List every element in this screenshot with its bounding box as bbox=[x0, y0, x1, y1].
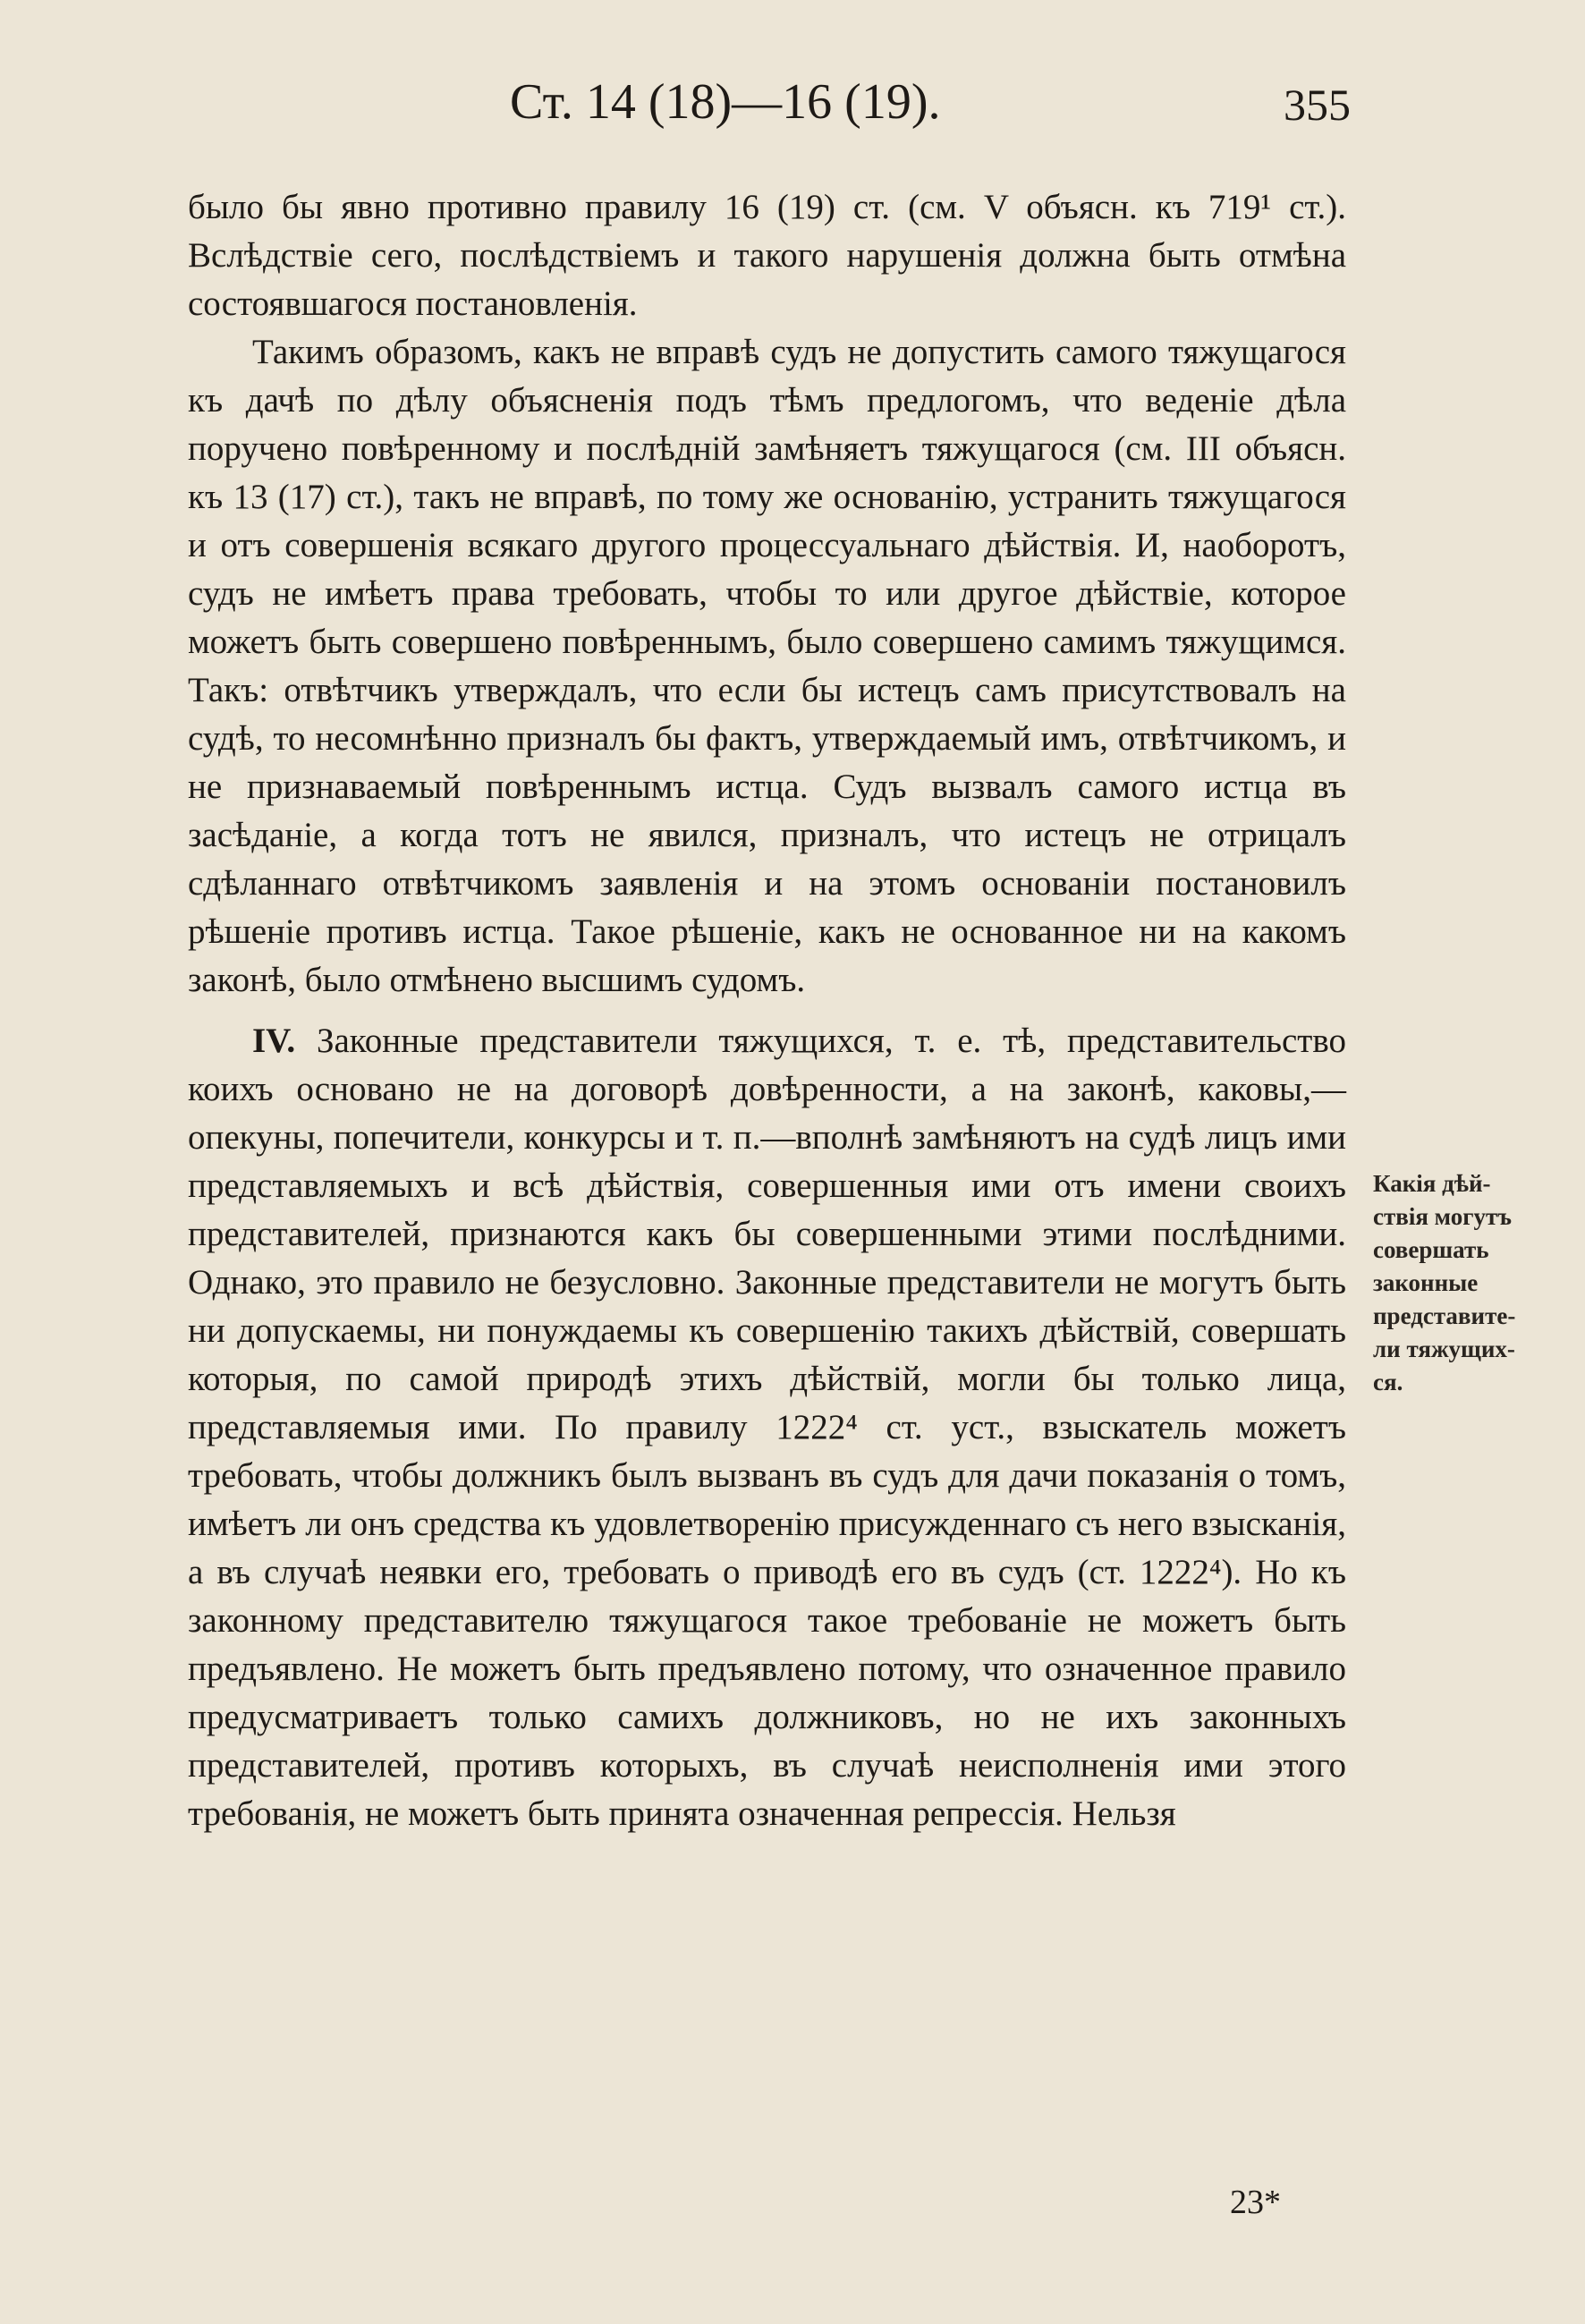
paragraph-2: Такимъ образомъ, какъ не вправѣ судъ не допустить самого тяжущагося къ дачѣ по дѣлу объясненія подъ тѣмъ предлогомъ, что веденіе дѣла поручено повѣренному и послѣдній замѣняетъ тяжущагося (см. III объясн. къ 13 (17) ст.), такъ не вправѣ, по тому же основанію, устранить тяжущагося и отъ совершенія всякаго другого процессуальнаго дѣйствія. И, наоборотъ, судъ не имѣетъ права требовать, чтобы то или другое дѣйствіе, которое можетъ быть совершено повѣреннымъ, было совершено самимъ тяжущимся. Такъ: отвѣтчикъ утверждалъ, что если бы истецъ самъ присутствовалъ на судѣ, то несомнѣнно призналъ бы фактъ, утверждаемый имъ, отвѣтчикомъ, и не признаваемый повѣреннымъ истца. Судъ вызвалъ самого истца въ засѣданіе, а когда тотъ не явился, призналъ, что истецъ не отрицалъ сдѣланнаго отвѣтчикомъ заявленія и на этомъ основаніи постановилъ рѣшеніе противъ истца. Такое рѣшеніе, какъ не основанное ни на какомъ законѣ, было отмѣнено высшимъ судомъ. bbox=[188, 333, 1346, 999]
margin-note-line: представите- bbox=[1373, 1302, 1516, 1329]
margin-note-line: ствія могутъ bbox=[1373, 1203, 1512, 1230]
paragraph-3-text: Законные представители тяжущихся, т. е. тѣ, представительство коихъ основано не на договорѣ довѣренности, а на законѣ, каковы,—опекуны, попечители, конкурсы и т. п.—вполнѣ замѣняютъ на судѣ лицъ ими представляемыхъ и всѣ дѣйствія, совершенныя ими отъ имени своихъ представителей, признаются какъ бы совершенными этими послѣдними. Однако, это правило не безусловно. Законные представители не могутъ быть ни допускаемы, ни понуждаемы къ совершенію такихъ дѣйствій, совершать которыя, по самой природѣ этихъ дѣйствій, могли бы только лица, представляемыя ими. По правилу 1222⁴ ст. уст., взыскатель можетъ требовать, чтобы должникъ былъ вызванъ въ судъ для дачи показанія о томъ, имѣетъ ли онъ средства къ удовлетворенію присужденнаго съ него взысканія, а въ случаѣ неявки его, требовать о приводѣ его въ судъ (ст. 1222⁴). Но къ законному представителю тяжущагося такое требованіе не можетъ быть предъявлено. Не можетъ быть предъявлено потому, что означенное правило предусматриваетъ только самихъ должниковъ, но не ихъ законныхъ представителей, противъ которыхъ, въ случаѣ неисполненія ими этого требованія, не можетъ быть принята означенная репрессія. Нельзя bbox=[188, 1022, 1347, 1833]
section-numeral: IV. bbox=[252, 1022, 296, 1060]
margin-note bbox=[1373, 1167, 1574, 1399]
margin-note-line: законные bbox=[1373, 1269, 1479, 1296]
margin-note-line: ся. bbox=[1373, 1369, 1403, 1395]
main-text bbox=[188, 183, 1346, 1838]
margin-note-line: Какія дѣй- bbox=[1373, 1170, 1491, 1197]
page-number: 355 bbox=[1284, 80, 1351, 130]
margin-note-line: ли тяжущих- bbox=[1373, 1336, 1515, 1362]
paragraph-3 bbox=[188, 1017, 1346, 1838]
running-title: Ст. 14 (18)—16 (19). bbox=[510, 74, 941, 130]
margin-note-line: совершать bbox=[1373, 1236, 1489, 1263]
page-header bbox=[188, 73, 1351, 145]
paragraph-continuation: было бы явно противно правилу 16 (19) ст. (см. V объясн. къ 719¹ ст.). Вслѣдствіе сего, послѣдствіемъ и такого нарушенія должна быть отмѣна состоявшагося постановленія. bbox=[188, 188, 1346, 323]
printer-signature: 23* bbox=[1230, 2184, 1281, 2221]
